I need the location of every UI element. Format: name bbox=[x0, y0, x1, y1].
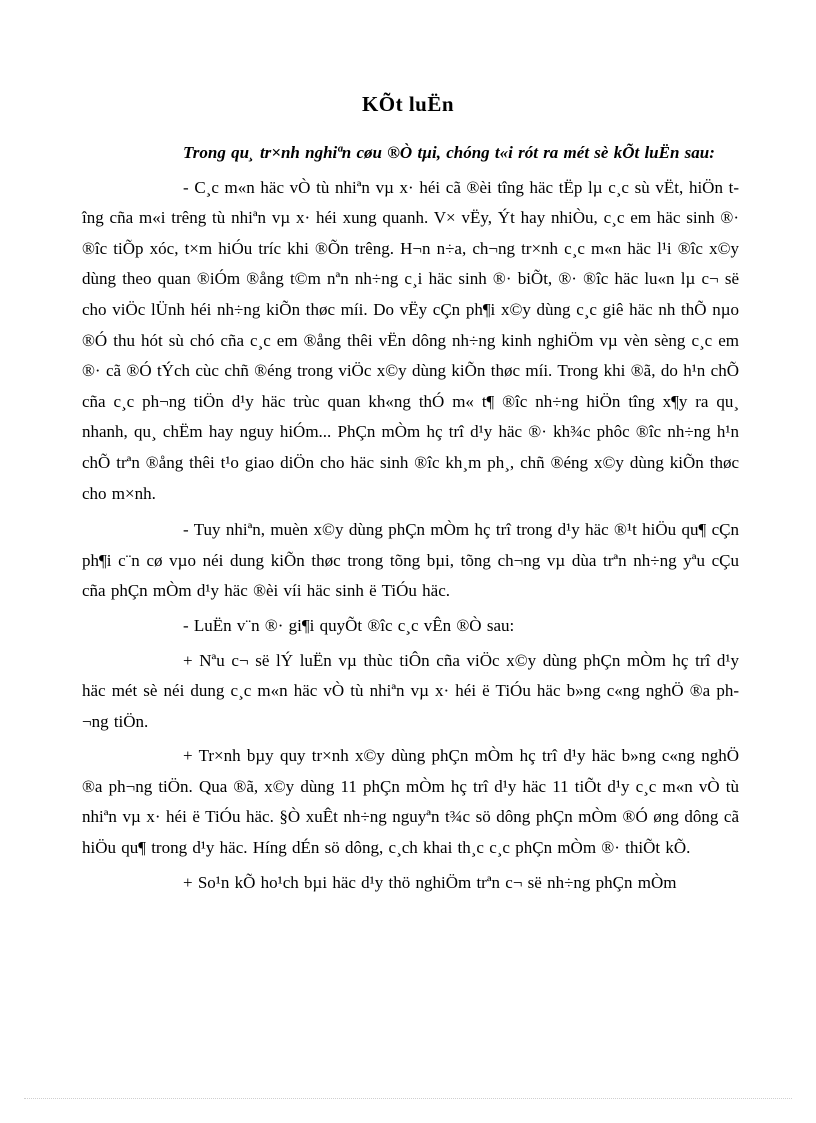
paragraph-3: - LuËn v¨n ®· gi¶i quyÕt ®îc c¸c vÊn ®Ò sau: bbox=[183, 615, 515, 635]
paragraph-2: - Tuy nhiªn, muèn x©y dùng phÇn mÒm hç trî trong d¹y häc ®¹t hiÖu qu¶ cÇn ph¶i c¨n cø vµo néi dung kiÕn thøc trong tõng bµi, tõng ch¬ng vµ dùa trªn nh÷ng yªu cÇu cña phÇn mÒm d¹y häc ®èi víi häc sinh ë TiÓu häc. bbox=[82, 520, 739, 601]
paragraph-6: + So¹n kÕ ho¹ch bµi häc d¹y thö nghiÖm trªn c¬ së nh÷ng phÇn mÒm bbox=[183, 872, 677, 892]
body-text bbox=[82, 138, 739, 898]
paragraph-4: + Nªu c¬ së lÝ luËn vµ thùc tiÔn cña viÖc x©y dùng phÇn mÒm hç trî d¹y häc mét sè néi dung c¸c m«n häc vÒ tù nhiªn vµ x· héi ë TiÓu häc b»ng c«ng nghÖ ®a ph¬ng tiÖn. bbox=[82, 650, 739, 731]
page-bottom-border bbox=[24, 1098, 792, 1099]
paragraph-1: - C¸c m«n häc vÒ tù nhiªn vµ x· héi cã ®èi tîng häc tËp lµ c¸c sù vËt, hiÖn tîng cña m«i trêng tù nhiªn vµ x· héi xung quanh. V× vËy, Ýt hay nhiÒu, c¸c em häc sinh ®· ®îc tiÕp xóc, t×m hiÓu tríc khi ®Õn trêng. H¬n n÷a, ch¬ng tr×nh c¸c m«n häc l¹i ®îc x©y dùng theo quan ®iÓm ®ång t©m nªn nh÷ng c¸i häc sinh ®· biÕt, ®· ®îc häc lu«n lµ c¬ së cho viÖc lÜnh héi nh÷ng kiÕn thøc míi. Do vËy cÇn ph¶i x©y dùng c¸c giê häc nh thÕ nµo ®Ó thu hót sù chó cña c¸c em ®ång thêi vËn dông nh÷ng kinh nghiÖm vµ vèn sèng c¸c em ®· cã ®Ó tÝch cùc chñ ®éng trong viÖc x©y dùng kiÕn thøc míi. Trong khi ®ã, do h¹n chÕ cña c¸c ph¬ng tiÖn d¹y häc trùc quan kh«ng thÓ m« t¶ ®îc nh÷ng hiÖn tîng x¶y ra qu¸ nhanh, qu¸ chËm hay nguy hiÓm... PhÇn mÒm hç trî d¹y häc ®· kh¾c phôc ®îc nh÷ng h¹n chÕ trªn ®ång thêi t¹o giao diÖn cho häc sinh ®îc kh¸m ph¸, chñ ®éng x©y dùng kiÕn thøc cho m×nh. bbox=[82, 177, 739, 503]
page-title: KÕt luËn bbox=[361, 92, 455, 116]
intro-paragraph: Trong qu¸ tr×nh nghiªn cøu ®Ò tµi, chóng t«i rót ra mét sè kÕt luËn sau: bbox=[183, 143, 715, 162]
paragraph-5: + Tr×nh bµy quy tr×nh x©y dùng phÇn mÒm hç trî d¹y häc b»ng c«ng nghÖ ®a ph¬ng tiÖn. Qua ®ã, x©y dùng 11 phÇn mÒm hç trî d¹y häc 11 tiÕt d¹y c¸c m«n vÒ tù nhiªn vµ x· héi ë TiÓu häc. §Ò xuÊt nh÷ng nguyªn t¾c sö dông phÇn mÒm ®Ó øng dông cã hiÖu qu¶ trong d¹y häc. Híng dÉn sö dông, c¸ch khai th¸c c¸c phÇn mÒm ®· thiÕt kÕ. bbox=[82, 746, 739, 858]
